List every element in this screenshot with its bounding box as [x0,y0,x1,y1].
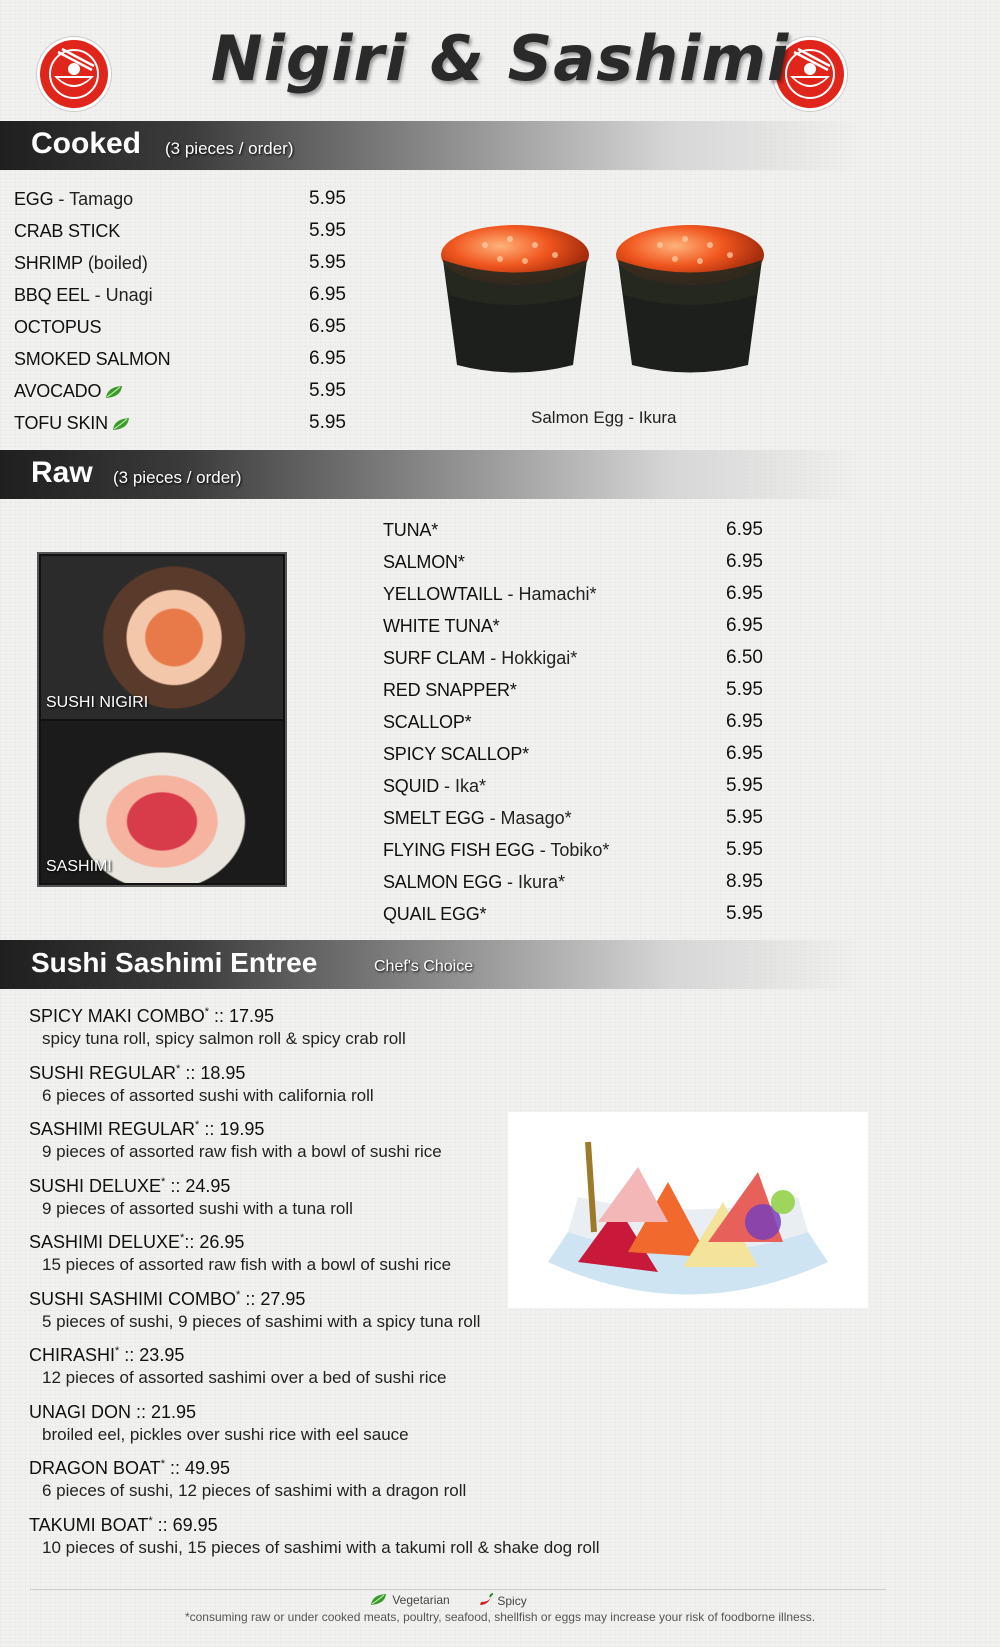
entree-item-price: :: 27.95 [240,1288,306,1309]
entree-item [29,1515,600,1558]
entree-item-description: 10 pieces of sushi, 15 pieces of sashimi with a takumi roll & shake dog roll [42,1537,600,1557]
cooked-item-name: TOFU SKIN [14,413,108,433]
section-bar-raw [0,450,860,499]
entree-item-heading [29,1289,480,1310]
raw-item [383,583,597,605]
entree-item-description: 15 pieces of assorted raw fish with a bowl of sushi rice [42,1255,452,1274]
cooked-item-price: 5.95 [309,380,346,401]
vegetarian-leaf-icon [105,385,123,399]
raw-item [383,519,438,541]
legend-spicy [478,1593,527,1608]
raw-item [383,615,499,637]
entree-item-heading [29,1515,600,1536]
entree-item-description: broiled eel, pickles over sushi rice with eel sauce [42,1424,409,1444]
raw-item-name: WHITE TUNA* [383,616,500,636]
raw-item-price: 6.95 [726,615,763,636]
cooked-item [14,380,123,402]
raw-item-price: 5.95 [726,839,763,860]
raw-item-price: 6.95 [726,583,763,604]
entree-item-name: SUSHI REGULAR [29,1062,177,1083]
cooked-item-japanese: - Unagi [89,285,153,305]
entree-item [29,1006,406,1049]
entree-item-name: UNAGI DON :: 21.95 [29,1401,197,1422]
entree-item [29,1458,466,1501]
raw-item-price: 6.95 [726,551,763,572]
footer-divider [30,1589,886,1590]
entree-item-price: :: 69.95 [152,1514,218,1535]
cooked-item-price: 5.95 [309,220,346,241]
raw-item-price: 6.95 [726,711,763,732]
entree-item [29,1289,480,1332]
raw-item-name: YELLOWTAILL [383,584,503,604]
cooked-item [14,252,148,274]
section-bar-entree [0,940,860,989]
cooked-item [14,220,120,242]
raw-item [383,551,465,573]
entree-item-raw-star: * [161,1175,166,1188]
entree-item-raw-star: * [176,1062,181,1075]
raw-item [383,871,565,893]
entree-item-price: :: 49.95 [164,1458,231,1478]
raw-item [383,647,577,669]
raw-item-japanese: - Hamachi* [502,584,597,604]
entree-item-raw-star: * [115,1345,120,1357]
entree-item-name: SUSHI SASHIMI COMBO [29,1288,237,1309]
raw-item [383,775,486,797]
legend-vegetarian [370,1593,450,1607]
raw-item-price: 5.95 [726,679,763,700]
entree-item-heading [29,1345,446,1366]
ikura-photo-caption: Salmon Egg - Ikura [531,408,677,427]
section-subtitle-cooked: (3 pieces / order) [165,139,294,158]
salmon-egg-ikura-photo [435,215,775,390]
entree-item-raw-star: * [180,1232,185,1244]
raw-item-price: 5.95 [726,903,763,924]
cooked-item-price: 5.95 [309,252,346,273]
entree-item [29,1063,374,1106]
entree-item [29,1345,446,1388]
entree-item-name: SASHIMI REGULAR [29,1119,196,1139]
raw-item-name: SALMON EGG [383,872,503,892]
food-safety-disclaimer: *consuming raw or under cooked meats, poultry, seafood, shellfish or eggs may increase your risk of foodborne illness. [184,1610,816,1624]
entree-item-name: SPICY MAKI COMBO [29,1006,205,1026]
entree-item-heading [29,1006,406,1027]
raw-item-name: SMELT EGG [383,808,485,828]
raw-item [383,743,529,765]
cooked-item-price: 6.95 [309,284,346,305]
raw-item-japanese: - Masago* [484,808,572,828]
entree-item-description: 6 pieces of assorted sushi with california roll [42,1085,374,1105]
section-subtitle-entree: Chef's Choice [374,958,474,975]
raw-photo-frame [37,552,287,887]
cooked-item-name: OCTOPUS [14,317,102,337]
entree-item-price: :: 19.95 [199,1119,265,1139]
entree-item-name: SUSHI DELUXE [29,1175,162,1196]
entree-item-heading [29,1119,442,1140]
entree-item-price: :: 17.95 [208,1006,275,1026]
raw-item-japanese: - Hokkigai* [485,648,578,668]
cooked-item-price: 6.95 [309,348,346,369]
cooked-item-price: 6.95 [309,316,346,337]
entree-item-name: SASHIMI DELUXE [29,1232,181,1252]
raw-item-name: TUNA* [383,520,439,540]
raw-item-name: SURF CLAM [383,648,486,668]
entree-item-description: 12 pieces of assorted sashimi over a bed of sushi rice [42,1368,447,1387]
cooked-item [14,188,133,210]
raw-item-name: SALMON* [383,552,465,572]
section-bar-cooked [0,121,860,170]
vegetarian-leaf-icon [112,417,130,431]
cooked-item-name: CRAB STICK [14,221,121,241]
raw-item-name: QUAIL EGG* [383,904,487,924]
raw-item-name: FLYING FISH EGG [383,840,535,860]
page-title: Nigiri & Sashimi [210,22,790,95]
entree-item-price: :: 24.95 [165,1175,231,1196]
raw-item-name: SCALLOP* [383,712,472,732]
cooked-item-name: BBQ EEL [14,285,90,305]
raw-item-japanese: - Ikura* [502,872,566,892]
entree-item-description: 9 pieces of assorted raw fish with a bowl of sushi rice [42,1142,442,1161]
raw-item-name: SPICY SCALLOP* [383,744,529,764]
cooked-item-name: SMOKED SALMON [14,349,171,369]
vegetarian-leaf-icon [370,1593,387,1606]
cooked-item [14,348,170,370]
raw-item-price: 6.50 [726,647,763,668]
raw-item-price: 6.95 [726,519,763,540]
entree-item-name: DRAGON BOAT [29,1458,161,1478]
entree-item-heading [29,1232,451,1253]
photo-label-sushi-nigiri: SUSHI NIGIRI [46,694,149,711]
cooked-item-name: EGG [14,189,54,209]
legend-vegetarian-label: Vegetarian [392,1593,450,1607]
entree-item-heading [29,1063,374,1084]
entree-item-description: 6 pieces of sushi, 12 pieces of sashimi with a dragon roll [42,1481,467,1500]
raw-item-price: 5.95 [726,775,763,796]
raw-item [383,903,486,925]
entree-item-name: CHIRASHI [29,1345,116,1365]
cooked-item [14,316,101,338]
raw-item-price: 6.95 [726,743,763,764]
entree-item-name: TAKUMI BOAT [29,1514,149,1535]
entree-item-price: :: 23.95 [119,1345,185,1365]
entree-item-description: 5 pieces of sushi, 9 pieces of sashimi with a spicy tuna roll [42,1311,481,1331]
section-title-raw: Raw [31,456,93,489]
cooked-item-japanese: (boiled) [82,253,148,273]
entree-item [29,1402,409,1445]
entree-item [29,1232,451,1275]
entree-item [29,1176,353,1219]
cooked-item-japanese: - Tamago [53,189,134,209]
raw-item [383,679,517,701]
cooked-item-price: 5.95 [309,188,346,209]
entree-item-raw-star: * [160,1458,165,1470]
entree-item-heading [29,1176,353,1197]
entree-item-raw-star: * [236,1288,241,1301]
raw-item-name: SQUID [383,776,440,796]
entree-item-heading [29,1402,409,1423]
entree-item-raw-star: * [204,1006,209,1018]
raw-item-japanese: - Tobiko* [534,840,610,860]
photo-label-sashimi: SASHIMI [46,858,112,875]
section-subtitle-raw: (3 pieces / order) [113,468,242,487]
cooked-item [14,412,130,434]
entree-item-heading [29,1458,466,1479]
raw-item-japanese: - Ika* [439,776,487,796]
section-title-cooked: Cooked [31,127,142,160]
section-title-entree: Sushi Sashimi Entree [31,947,318,978]
raw-item [383,711,471,733]
entree-item [29,1119,442,1162]
entree-item-price: :: 18.95 [180,1062,246,1083]
raw-item-price: 5.95 [726,807,763,828]
entree-item-raw-star: * [195,1119,200,1131]
cooked-item-name: AVOCADO [14,381,102,401]
entree-item-description: 9 pieces of assorted sushi with a tuna roll [42,1198,353,1218]
entree-item-description: spicy tuna roll, spicy salmon roll & spicy crab roll [42,1029,406,1048]
sashimi-platter-photo [508,1112,868,1308]
entree-item-price: :: 26.95 [184,1232,245,1252]
raw-item [383,807,572,829]
spicy-pepper-icon [478,1593,494,1607]
cooked-item-name: SHRIMP [14,253,83,273]
cooked-item [14,284,153,306]
legend-spicy-label: Spicy [497,1594,527,1608]
entree-item-raw-star: * [148,1514,153,1527]
raw-item [383,839,609,861]
cooked-item-price: 5.95 [309,412,346,433]
raw-item-price: 8.95 [726,871,763,892]
raw-item-name: RED SNAPPER* [383,680,517,700]
